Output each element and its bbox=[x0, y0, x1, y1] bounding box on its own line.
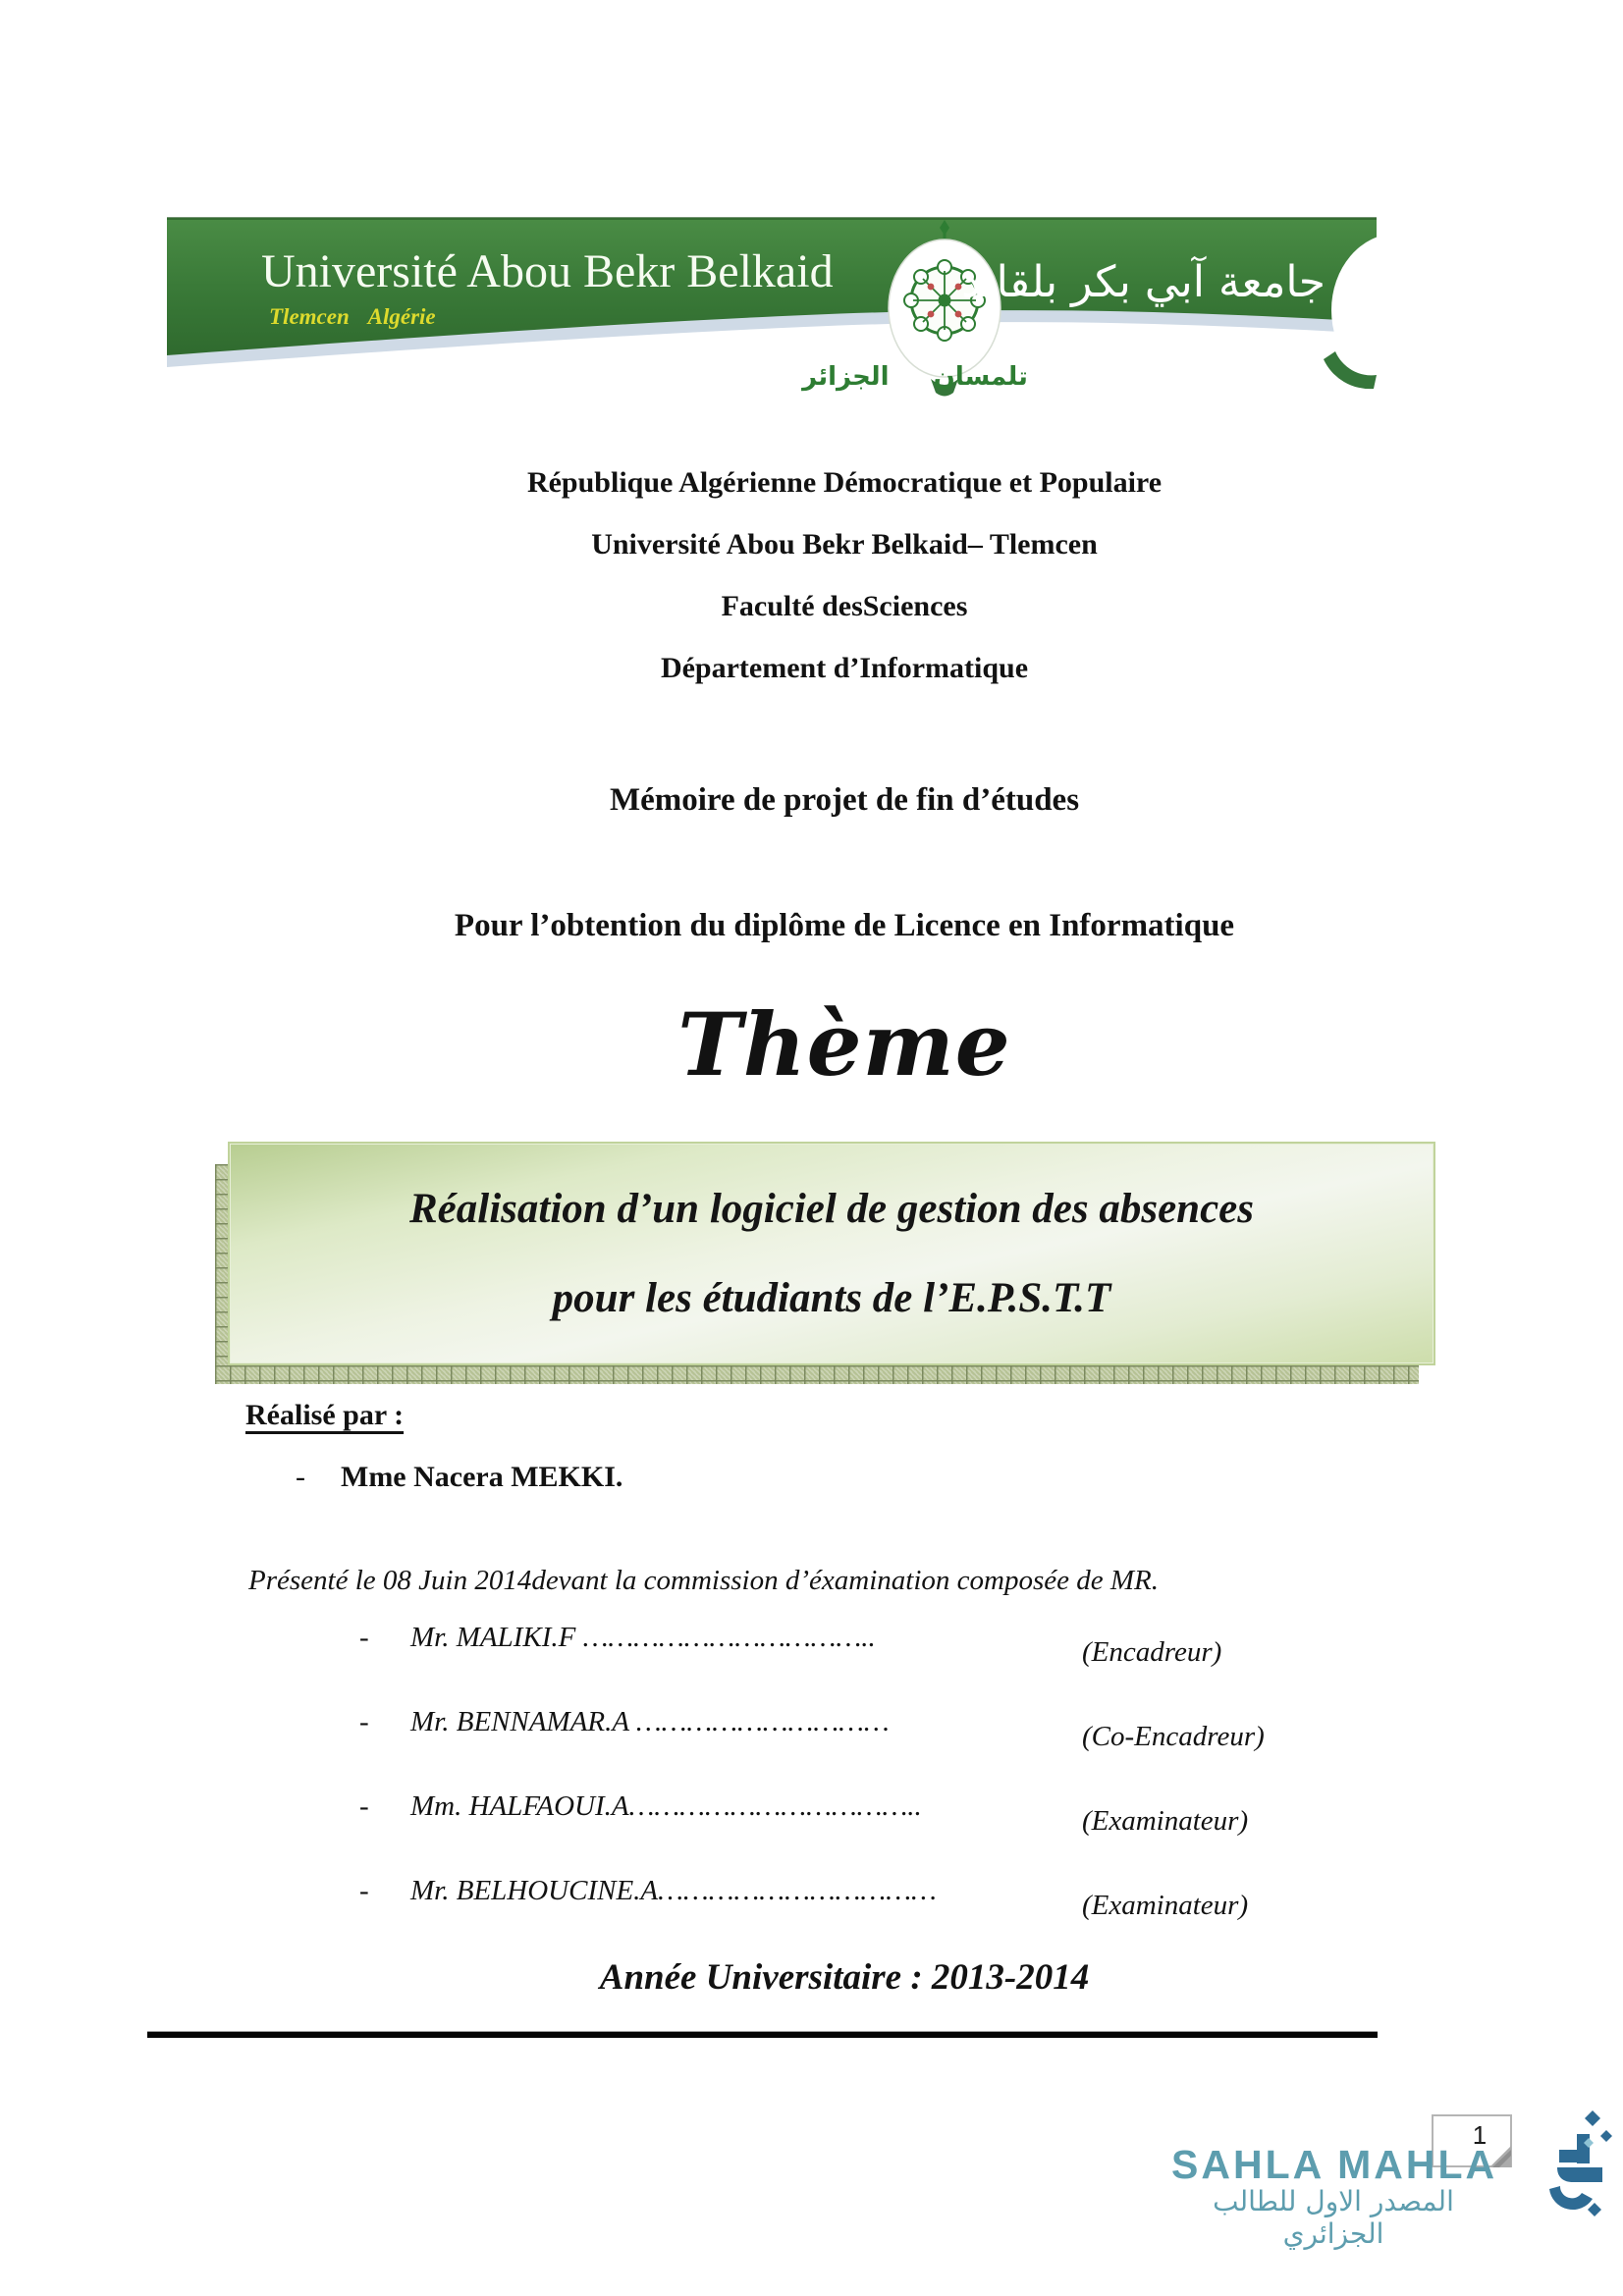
diploma-line: Pour l’obtention du diplôme de Licence en Informatique bbox=[454, 908, 1235, 943]
horizontal-rule bbox=[147, 2031, 1378, 2038]
title-box-pattern-left bbox=[215, 1164, 229, 1382]
jury-intro-line: Présenté le 08 Juin 2014devant la commission d’éxamination composée de MR. bbox=[248, 1565, 1159, 1596]
jury-member-name: Mr. BENNAMAR.A ………………………… bbox=[410, 1706, 890, 1737]
thesis-title-line1: Réalisation d’un logiciel de gestion des absences bbox=[409, 1186, 1254, 1232]
thesis-title-line2: pour les étudiants de l’E.P.S.T.T bbox=[552, 1275, 1111, 1321]
jury-row-encadreur bbox=[0, 1622, 1623, 1681]
title-box-pattern-bottom bbox=[215, 1365, 1419, 1384]
author-name: Mme Nacera MEKKI. bbox=[341, 1461, 623, 1493]
author-bullet: - bbox=[296, 1461, 305, 1493]
jury-bullet: - bbox=[359, 1790, 369, 1822]
memoire-line: Mémoire de projet de fin d’études bbox=[609, 782, 1080, 818]
header-line-faculty: Faculté desSciences bbox=[721, 590, 968, 622]
banner-university-name-ar: جامعة آبي بكر بلقايد bbox=[961, 257, 1325, 307]
jury-member-role: (Co-Encadreur) bbox=[1082, 1721, 1265, 1752]
jury-member-name: Mm. HALFAOUI.A…………………………….. bbox=[410, 1790, 922, 1822]
page-number: 1 bbox=[1472, 2120, 1488, 2150]
sahla-mahla-brand: SAHLA MAHLA bbox=[1171, 2142, 1498, 2187]
jury-bullet: - bbox=[359, 1706, 369, 1737]
theme-label: Thème bbox=[677, 993, 1011, 1095]
jury-bullet: - bbox=[359, 1622, 369, 1653]
banner-university-name-fr: Université Abou Bekr Belkaid bbox=[261, 245, 834, 297]
banner-location-fr: Tlemcen Algérie bbox=[269, 304, 436, 329]
jury-row-examinateur-1 bbox=[0, 1790, 1623, 1849]
jury-row-co-encadreur bbox=[0, 1706, 1623, 1765]
header-line-republic: République Algérienne Démocratique et Populaire bbox=[526, 466, 1163, 499]
academic-year-line: Année Universitaire : 2013-2014 bbox=[599, 1957, 1090, 1998]
sahla-mahla-tagline-ar: المصدر الاول للطالب الجزائري bbox=[1213, 2185, 1454, 2250]
jury-member-role: (Encadreur) bbox=[1082, 1636, 1222, 1668]
header-line-department: Département d’Informatique bbox=[660, 652, 1029, 684]
university-banner bbox=[167, 214, 1377, 402]
thesis-title-box bbox=[228, 1142, 1435, 1365]
jury-member-role: (Examinateur) bbox=[1082, 1805, 1249, 1837]
sahla-mahla-logo-icon bbox=[1542, 2109, 1620, 2232]
header-line-university: Université Abou Bekr Belkaid– Tlemcen bbox=[591, 528, 1098, 561]
banner-top-edge bbox=[167, 217, 1377, 220]
jury-bullet: - bbox=[359, 1875, 369, 1906]
jury-member-name: Mr. MALIKI.F …………………………….. bbox=[410, 1622, 876, 1653]
jury-member-role: (Examinateur) bbox=[1082, 1890, 1249, 1921]
jury-row-examinateur-2 bbox=[0, 1875, 1623, 1934]
republic-header-block bbox=[157, 452, 1532, 699]
realise-par-label: Réalisé par : bbox=[245, 1399, 405, 1431]
jury-member-name: Mr. BELHOUCINE.A…………………………… bbox=[410, 1875, 937, 1906]
banner-location-ar: تلمسان الجزائر bbox=[802, 362, 1028, 392]
